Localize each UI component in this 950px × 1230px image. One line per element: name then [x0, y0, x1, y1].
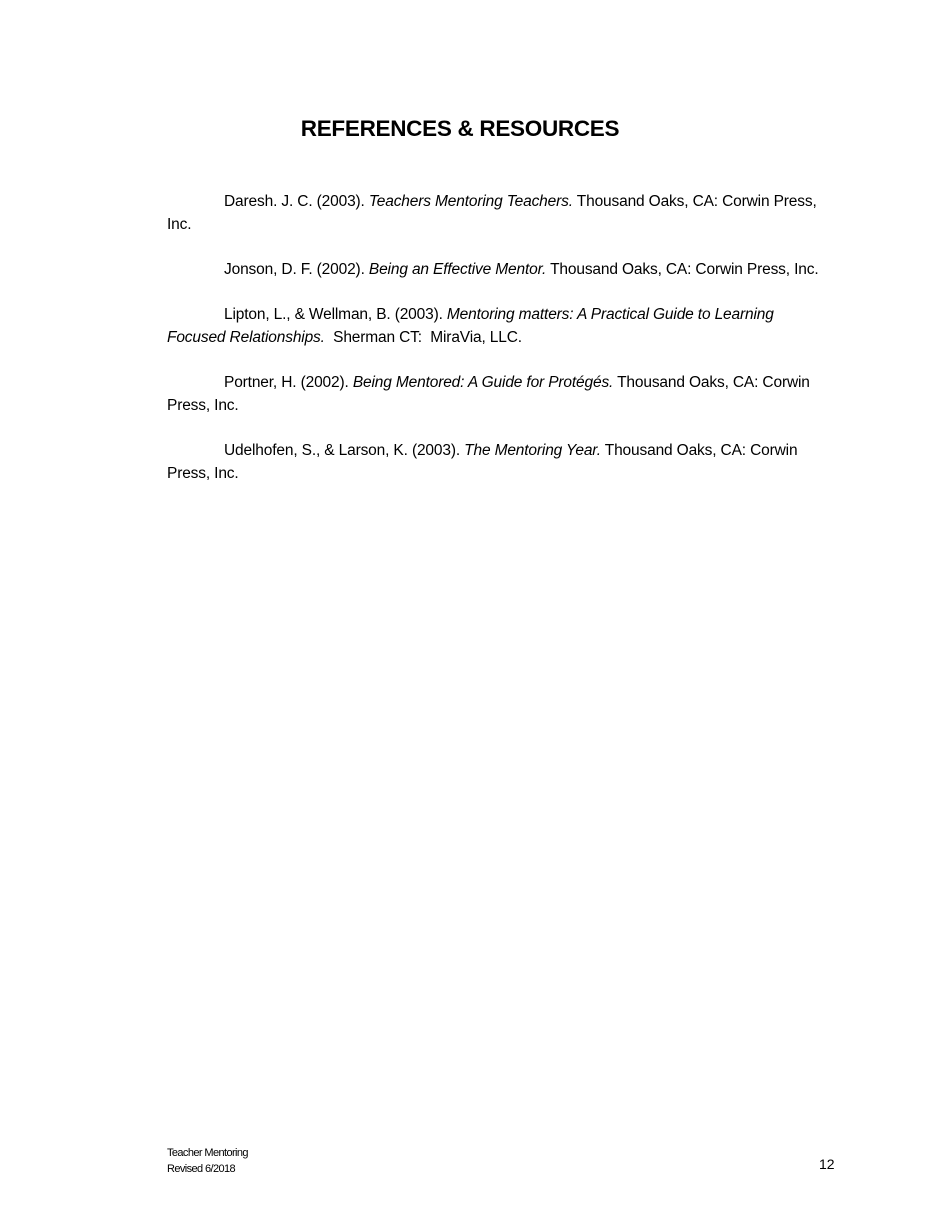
footer-document-name: Teacher Mentoring [167, 1147, 248, 1159]
reference-title: Being Mentored: A Guide for Protégés. [352, 374, 614, 391]
reference-author-year: Lipton, L., & Wellman, B. (2003). [224, 306, 447, 323]
footer-revision-date: Revised 6/2018 [167, 1163, 236, 1175]
reference-list [167, 190, 827, 507]
reference-entry-portner [167, 371, 827, 417]
reference-publisher: Sherman CT: MiraVia, LLC. [324, 329, 522, 346]
reference-title: The Mentoring Year. [464, 442, 601, 459]
reference-author-year: Udelhofen, S., & Larson, K. (2003). [224, 442, 465, 459]
reference-title: Being an Effective Mentor. [368, 261, 547, 278]
reference-entry-lipton [167, 303, 827, 349]
reference-entry-jonson [167, 258, 827, 281]
reference-publisher: Thousand Oaks, CA: Corwin Press, Inc. [546, 261, 819, 278]
page-title: REFERENCES & RESOURCES [300, 116, 620, 141]
reference-publisher: Thousand Oaks, CA: Corwin Press, Inc. [167, 442, 798, 482]
reference-publisher: Thousand Oaks, CA: Corwin Press, Inc. [167, 193, 817, 233]
reference-publisher: Thousand Oaks, CA: Corwin Press, Inc. [167, 374, 810, 414]
reference-title: Mentoring matters: A Practical Guide to Learning Focused Relationships. [167, 306, 774, 346]
reference-entry-daresh [167, 190, 827, 236]
reference-author-year: Jonson, D. F. (2002). [224, 261, 369, 278]
page-footer [167, 1145, 248, 1177]
page-number: 12 [819, 1156, 835, 1172]
reference-entry-udelhofen [167, 439, 827, 485]
reference-author-year: Daresh. J. C. (2003). [224, 193, 369, 210]
reference-author-year: Portner, H. (2002). [224, 374, 353, 391]
reference-title: Teachers Mentoring Teachers. [368, 193, 573, 210]
